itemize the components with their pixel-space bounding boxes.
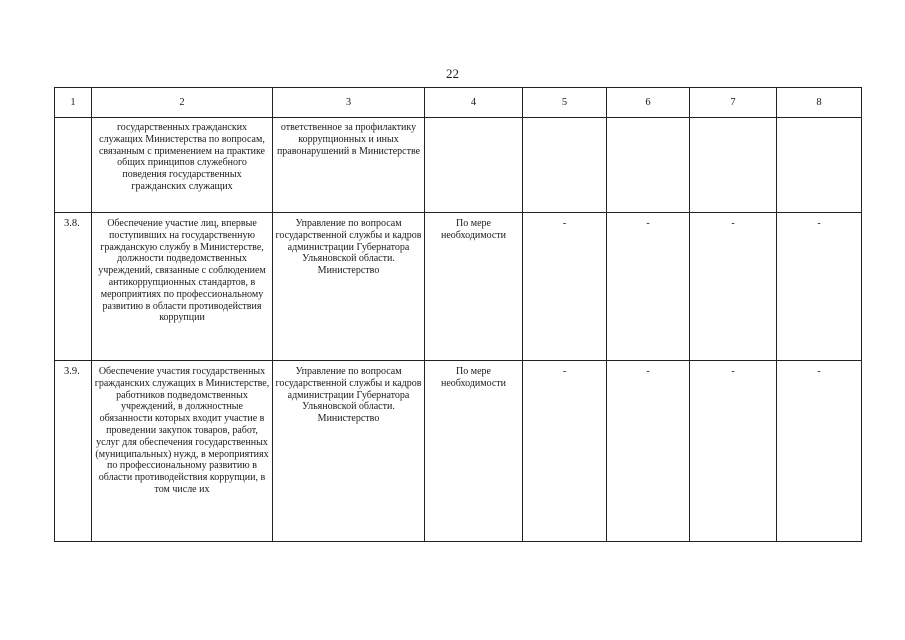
row-number: 3.8. [55,213,92,361]
value-cell: - [690,213,777,361]
column-header: 8 [777,88,862,118]
term-cell: По мере необходимости [425,213,523,361]
responsible-party: ответственное за профилактику коррупционных и иных правонарушений в Министерстве [273,118,425,213]
measure-description: Обеспечение участие лиц, впервые поступивших на государственную гражданскую службу в Министерстве, должности подведомственных учреждений, связанные с соблюдением антикоррупционных стандартов, в мероприятиях по профессиональному развитию в области противодействия коррупции [92,213,273,361]
responsible-party: Управление по вопросам государственной службы и кадров администрации Губернатора Ульяновской области. Министерство [273,213,425,361]
value-cell: - [777,213,862,361]
term-cell: По мере необходимости [425,361,523,542]
column-header: 7 [690,88,777,118]
value-cell [777,118,862,213]
value-cell: - [523,361,607,542]
column-header: 4 [425,88,523,118]
column-header: 2 [92,88,273,118]
term-cell [425,118,523,213]
value-cell [523,118,607,213]
column-header: 5 [523,88,607,118]
value-cell [607,118,690,213]
value-cell: - [777,361,862,542]
value-cell: - [607,361,690,542]
table-row [55,118,862,213]
row-number [55,118,92,213]
column-header: 3 [273,88,425,118]
value-cell [690,118,777,213]
header-row [55,88,862,118]
measure-description: государственных гражданских служащих Министерства по вопросам, связанным с применением на практике общих принципов служебного поведения государственных гражданских служащих [92,118,273,213]
value-cell: - [607,213,690,361]
row-number: 3.9. [55,361,92,542]
value-cell: - [523,213,607,361]
table-row [55,213,862,361]
column-header: 1 [55,88,92,118]
responsible-party: Управление по вопросам государственной службы и кадров администрации Губернатора Ульяновской области. Министерство [273,361,425,542]
page-number: 22 [446,66,459,81]
table-row [55,361,862,542]
value-cell: - [690,361,777,542]
column-header: 6 [607,88,690,118]
measure-description: Обеспечение участия государственных гражданских служащих в Министерстве, работников подведомственных учреждений, в должностные обязанности которых входит участие в проведении закупок товаров, работ, услуг для обеспечения государственных (муниципальных) нужд, в мероприятиях по профессиональному развитию в области противодействия коррупции, в том числе их [92,361,273,542]
measures-table [54,87,862,542]
